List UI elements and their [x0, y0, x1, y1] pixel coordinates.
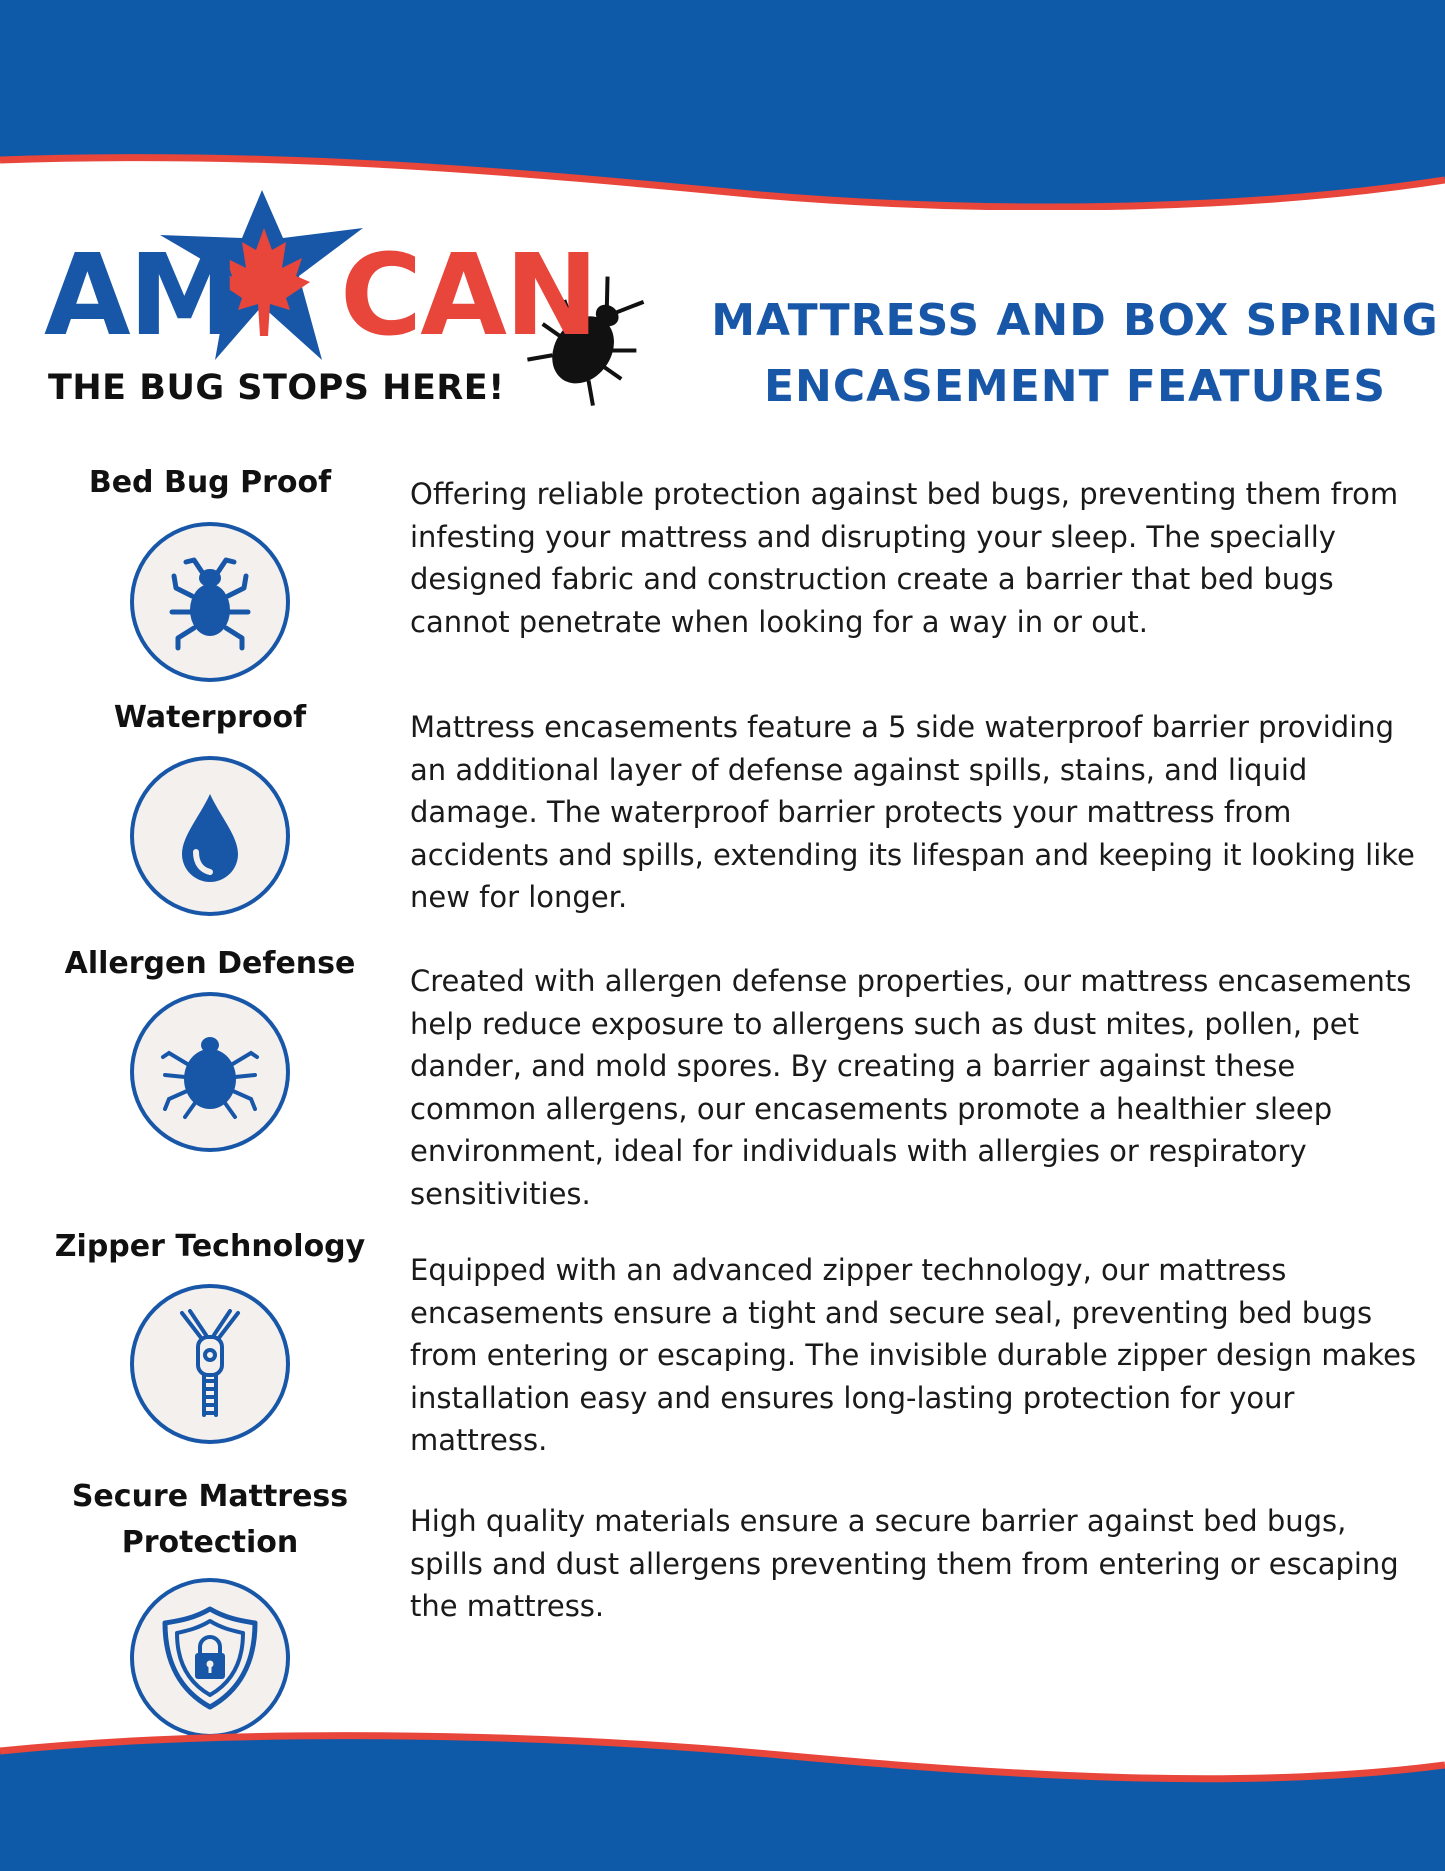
- feature-title-line-2: Protection: [121, 1525, 299, 1560]
- feature-title-bed-bug-proof: Bed Bug Proof: [88, 465, 332, 500]
- feature-title-allergen-defense: Allergen Defense: [64, 946, 356, 981]
- logo-am-text: AM: [44, 231, 239, 361]
- page-title-line-1: MATTRESS AND BOX SPRING: [711, 295, 1439, 346]
- feature-icon-circle-zipper: [130, 1284, 290, 1444]
- feature-icon-circle-water-drop: [130, 756, 290, 916]
- bottom-wave-banner: [0, 1721, 1445, 1871]
- feature-description-allergen-defense: Created with allergen defense properties, our mattress encasements help reduce exposure to allergens such as dust mites, pollen, pet dander, and mold spores. By creating a barrier against these common allergens, our encasements promote a healthier sleep environment, ideal for individuals with allergies or respiratory sensitivities.: [410, 964, 1412, 1211]
- zipper-icon: [160, 1309, 260, 1419]
- page-title: [700, 288, 1445, 420]
- feature-icon-circle-bed-bug: [130, 522, 290, 682]
- amcan-logo: [40, 190, 660, 420]
- feature-title-secure-mattress-protection: [40, 1474, 380, 1566]
- feature-title-zipper-technology: Zipper Technology: [54, 1229, 366, 1264]
- feature-description-zipper-technology: Equipped with an advanced zipper technology, our mattress encasements ensure a tight and secure seal, preventing bed bugs from entering or escaping. The invisible durable zipper design makes installation easy and ensures long-lasting protection for your mattress.: [410, 1253, 1417, 1457]
- bed-bug-icon: [160, 552, 260, 652]
- feature-description-bed-bug-proof: Offering reliable protection against bed bugs, preventing them from infesting your mattress and disrupting your sleep. The specially designed fabric and construction create a barrier that bed bugs cannot penetrate when looking for a way in or out.: [410, 477, 1399, 639]
- logo-can-text: CAN: [340, 231, 597, 361]
- feature-title-line-1: Secure Mattress: [71, 1479, 349, 1514]
- feature-description-secure-mattress-protection: High quality materials ensure a secure barrier against bed bugs, spills and dust allergens preventing them from entering or escaping the mattress.: [410, 1504, 1399, 1623]
- top-wave-banner: [0, 0, 1445, 210]
- logo-tagline: THE BUG STOPS HERE!: [48, 368, 505, 408]
- feature-icon-circle-dust-mite: [130, 992, 290, 1152]
- dust-mite-icon: [155, 1017, 265, 1127]
- feature-icon-circle-shield-lock: [130, 1578, 290, 1738]
- feature-description-waterproof: Mattress encasements feature a 5 side waterproof barrier providing an additional layer of defense against spills, stains, and liquid damage. The waterproof barrier protects your mattress from accidents and spills, extending its lifespan and keeping it looking like new for longer.: [410, 710, 1415, 914]
- shield-lock-icon: [155, 1603, 265, 1713]
- page-title-line-2: ENCASEMENT FEATURES: [763, 361, 1387, 412]
- feature-title-waterproof: Waterproof: [113, 700, 307, 735]
- water-drop-icon: [160, 786, 260, 886]
